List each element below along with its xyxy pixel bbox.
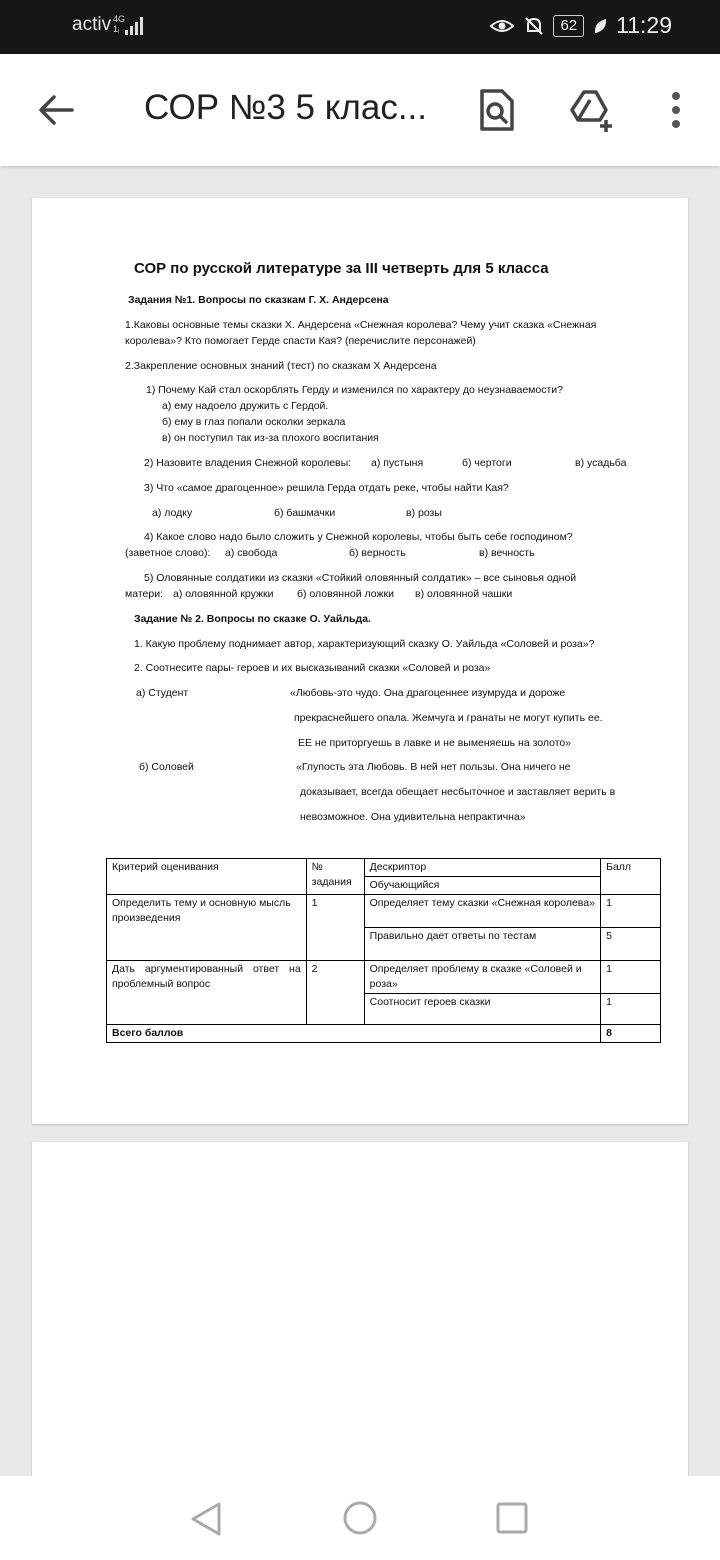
- document-title: СОР №3 5 клас...: [144, 88, 427, 127]
- hero-b: б) Соловей: [139, 761, 194, 773]
- test-4-question-line1: 4) Какое слово надо было сложить у Снежной королевы, чтобы быть себе господином?: [144, 531, 573, 543]
- table-header-row: [107, 859, 661, 895]
- test-2-option-c: в) усадьба: [575, 457, 627, 469]
- battery-indicator: 62: [553, 15, 584, 37]
- battery-saver-leaf-icon: [592, 16, 608, 36]
- total-label: Всего баллов: [107, 1025, 601, 1043]
- add-to-drive-icon[interactable]: [568, 88, 616, 132]
- nav-recents-icon[interactable]: [496, 1502, 528, 1534]
- row2-criterion: Дать аргументированный ответ на проблемный вопрос: [107, 961, 307, 1025]
- test-1-option-a: а) ему надоело дружить с Гердой.: [162, 400, 329, 412]
- header-descriptor: Дескриптор: [365, 859, 600, 877]
- header-score: Балл: [601, 859, 661, 895]
- row1-score-1: 1: [601, 895, 661, 928]
- row1-descriptor-2: Правильно дает ответы по тестам: [364, 928, 600, 961]
- doc-title: СОР по русской литературе за III четверть для 5 класса: [134, 260, 549, 277]
- task2-heading: Задание № 2. Вопросы по сказке О. Уайльда.: [134, 613, 371, 625]
- table-total-row: [107, 1025, 661, 1043]
- header-descriptor-cell: [364, 859, 600, 895]
- task2-question-2: 2. Соотнесите пары- героев и их высказываний сказки «Соловей и роза»: [134, 662, 491, 674]
- table-row: [107, 895, 661, 928]
- clock: 11:29: [616, 12, 672, 38]
- test-1-option-b: б) ему в глаз попали осколки зеркала: [162, 416, 346, 428]
- status-bar: [0, 0, 720, 54]
- bell-off-icon: [523, 15, 545, 37]
- test-5-option-b: б) оловянной ложки: [297, 588, 394, 600]
- test-3-option-b: б) башмачки: [274, 507, 336, 519]
- network-label: 4G: [113, 14, 126, 24]
- quote-b-line3: невозможное. Она удивительна непрактична»: [300, 811, 526, 823]
- more-vert-icon[interactable]: [664, 90, 688, 130]
- test-5-option-a: а) оловянной кружки: [173, 588, 274, 600]
- task2-question-1: 1. Какую проблему поднимает автор, характеризующий сказку О. Уайльда «Соловей и роза»?: [134, 638, 595, 650]
- test-1-question: 1) Почему Кай стал оскорблять Герду и изменился по характеру до неузнаваемости?: [146, 384, 563, 396]
- question-2: 2.Закрепление основных знаний (тест) по сказкам Х Андерсена: [125, 360, 437, 372]
- test-5-option-c: в) оловянной чашки: [415, 588, 513, 600]
- test-2-option-a: а) пустыня: [371, 457, 424, 469]
- test-5-question-line2: матери:: [125, 588, 163, 600]
- row2-score-1: 1: [601, 961, 661, 994]
- row2-score-2: 1: [601, 994, 661, 1025]
- navigation-bar: [0, 1476, 720, 1560]
- network-sub-label: 1ᵢ: [113, 24, 120, 34]
- signal-icon: [124, 14, 148, 36]
- test-3-option-c: в) розы: [406, 507, 442, 519]
- test-4-option-c: в) вечность: [479, 547, 535, 559]
- header-learner: Обучающийся: [369, 879, 440, 891]
- eye-comfort-icon: [489, 16, 515, 36]
- header-criterion: Критерий оценивания: [107, 859, 307, 895]
- status-right: [489, 12, 672, 39]
- total-value: 8: [601, 1025, 661, 1043]
- task1-heading: Задания №1. Вопросы по сказкам Г. Х. Андерсена: [128, 294, 389, 306]
- row2-descriptor-2: Соотносит героев сказки: [364, 994, 600, 1025]
- row1-task: 1: [306, 895, 364, 961]
- test-1-option-c: в) он поступил так из-за плохого воспитания: [162, 432, 379, 444]
- quote-b-line1: «Глупость эта Любовь. В ней нет пользы. Она ничего не: [296, 761, 571, 773]
- row1-criterion: Определить тему и основную мысль произведения: [107, 895, 307, 961]
- document-page-2: [32, 1142, 688, 1476]
- row1-score-2: 5: [601, 928, 661, 961]
- test-2-option-b: б) чертоги: [462, 457, 512, 469]
- question-1-line1: 1.Каковы основные темы сказки Х. Андерсена «Снежная королева? Чему учит сказка «Снежная: [125, 319, 597, 331]
- row1-descriptor-1: Определяет тему сказки «Снежная королева»: [364, 895, 600, 928]
- back-arrow-icon[interactable]: [36, 90, 76, 130]
- test-2-question: 2) Назовите владения Снежной королевы:: [144, 457, 352, 469]
- test-4-option-a: а) свобода: [225, 547, 278, 559]
- test-4-question-line2: (заветное слово):: [125, 547, 211, 559]
- test-5-question-line1: 5) Оловянные солдатики из сказки «Стойкий оловянный солдатик» – все сыновья одной: [144, 572, 577, 584]
- row2-task: 2: [306, 961, 364, 1025]
- row2-descriptor-1: Определяет проблему в сказке «Соловей и роза»: [364, 961, 600, 994]
- header-task-no: № задания: [306, 859, 364, 895]
- table-row: [107, 961, 661, 994]
- quote-a-line3: ЕЕ не приторгуешь в лавке и не выменяешь на золото»: [298, 737, 572, 749]
- test-3-option-a: а) лодку: [152, 507, 193, 519]
- nav-back-icon[interactable]: [188, 1500, 224, 1538]
- carrier-label: activ: [72, 14, 112, 35]
- nav-home-icon[interactable]: [342, 1500, 378, 1536]
- quote-b-line2: доказывает, всегда обещает несбыточное и заставляет верить в: [300, 786, 616, 798]
- document-page-1: [32, 198, 688, 1124]
- document-body: [32, 198, 688, 1124]
- hero-a: а) Студент: [136, 687, 189, 699]
- test-3-question: 3) Что «самое драгоценное» решила Герда отдать реке, чтобы найти Кая?: [144, 482, 509, 494]
- quote-a-line2: прекраснейшего опала. Жемчуга и гранаты не могут купить ее.: [294, 712, 603, 724]
- assessment-table: [106, 858, 661, 1043]
- question-1-line2: королева»? Кто помогает Герде спасти Кая? (перечислите персонажей): [125, 335, 476, 347]
- app-bar: [0, 54, 720, 166]
- quote-a-line1: «Любовь-это чудо. Она драгоценнее изумруда и дороже: [290, 687, 566, 699]
- find-in-page-icon[interactable]: [476, 88, 516, 132]
- test-4-option-b: б) верность: [349, 547, 406, 559]
